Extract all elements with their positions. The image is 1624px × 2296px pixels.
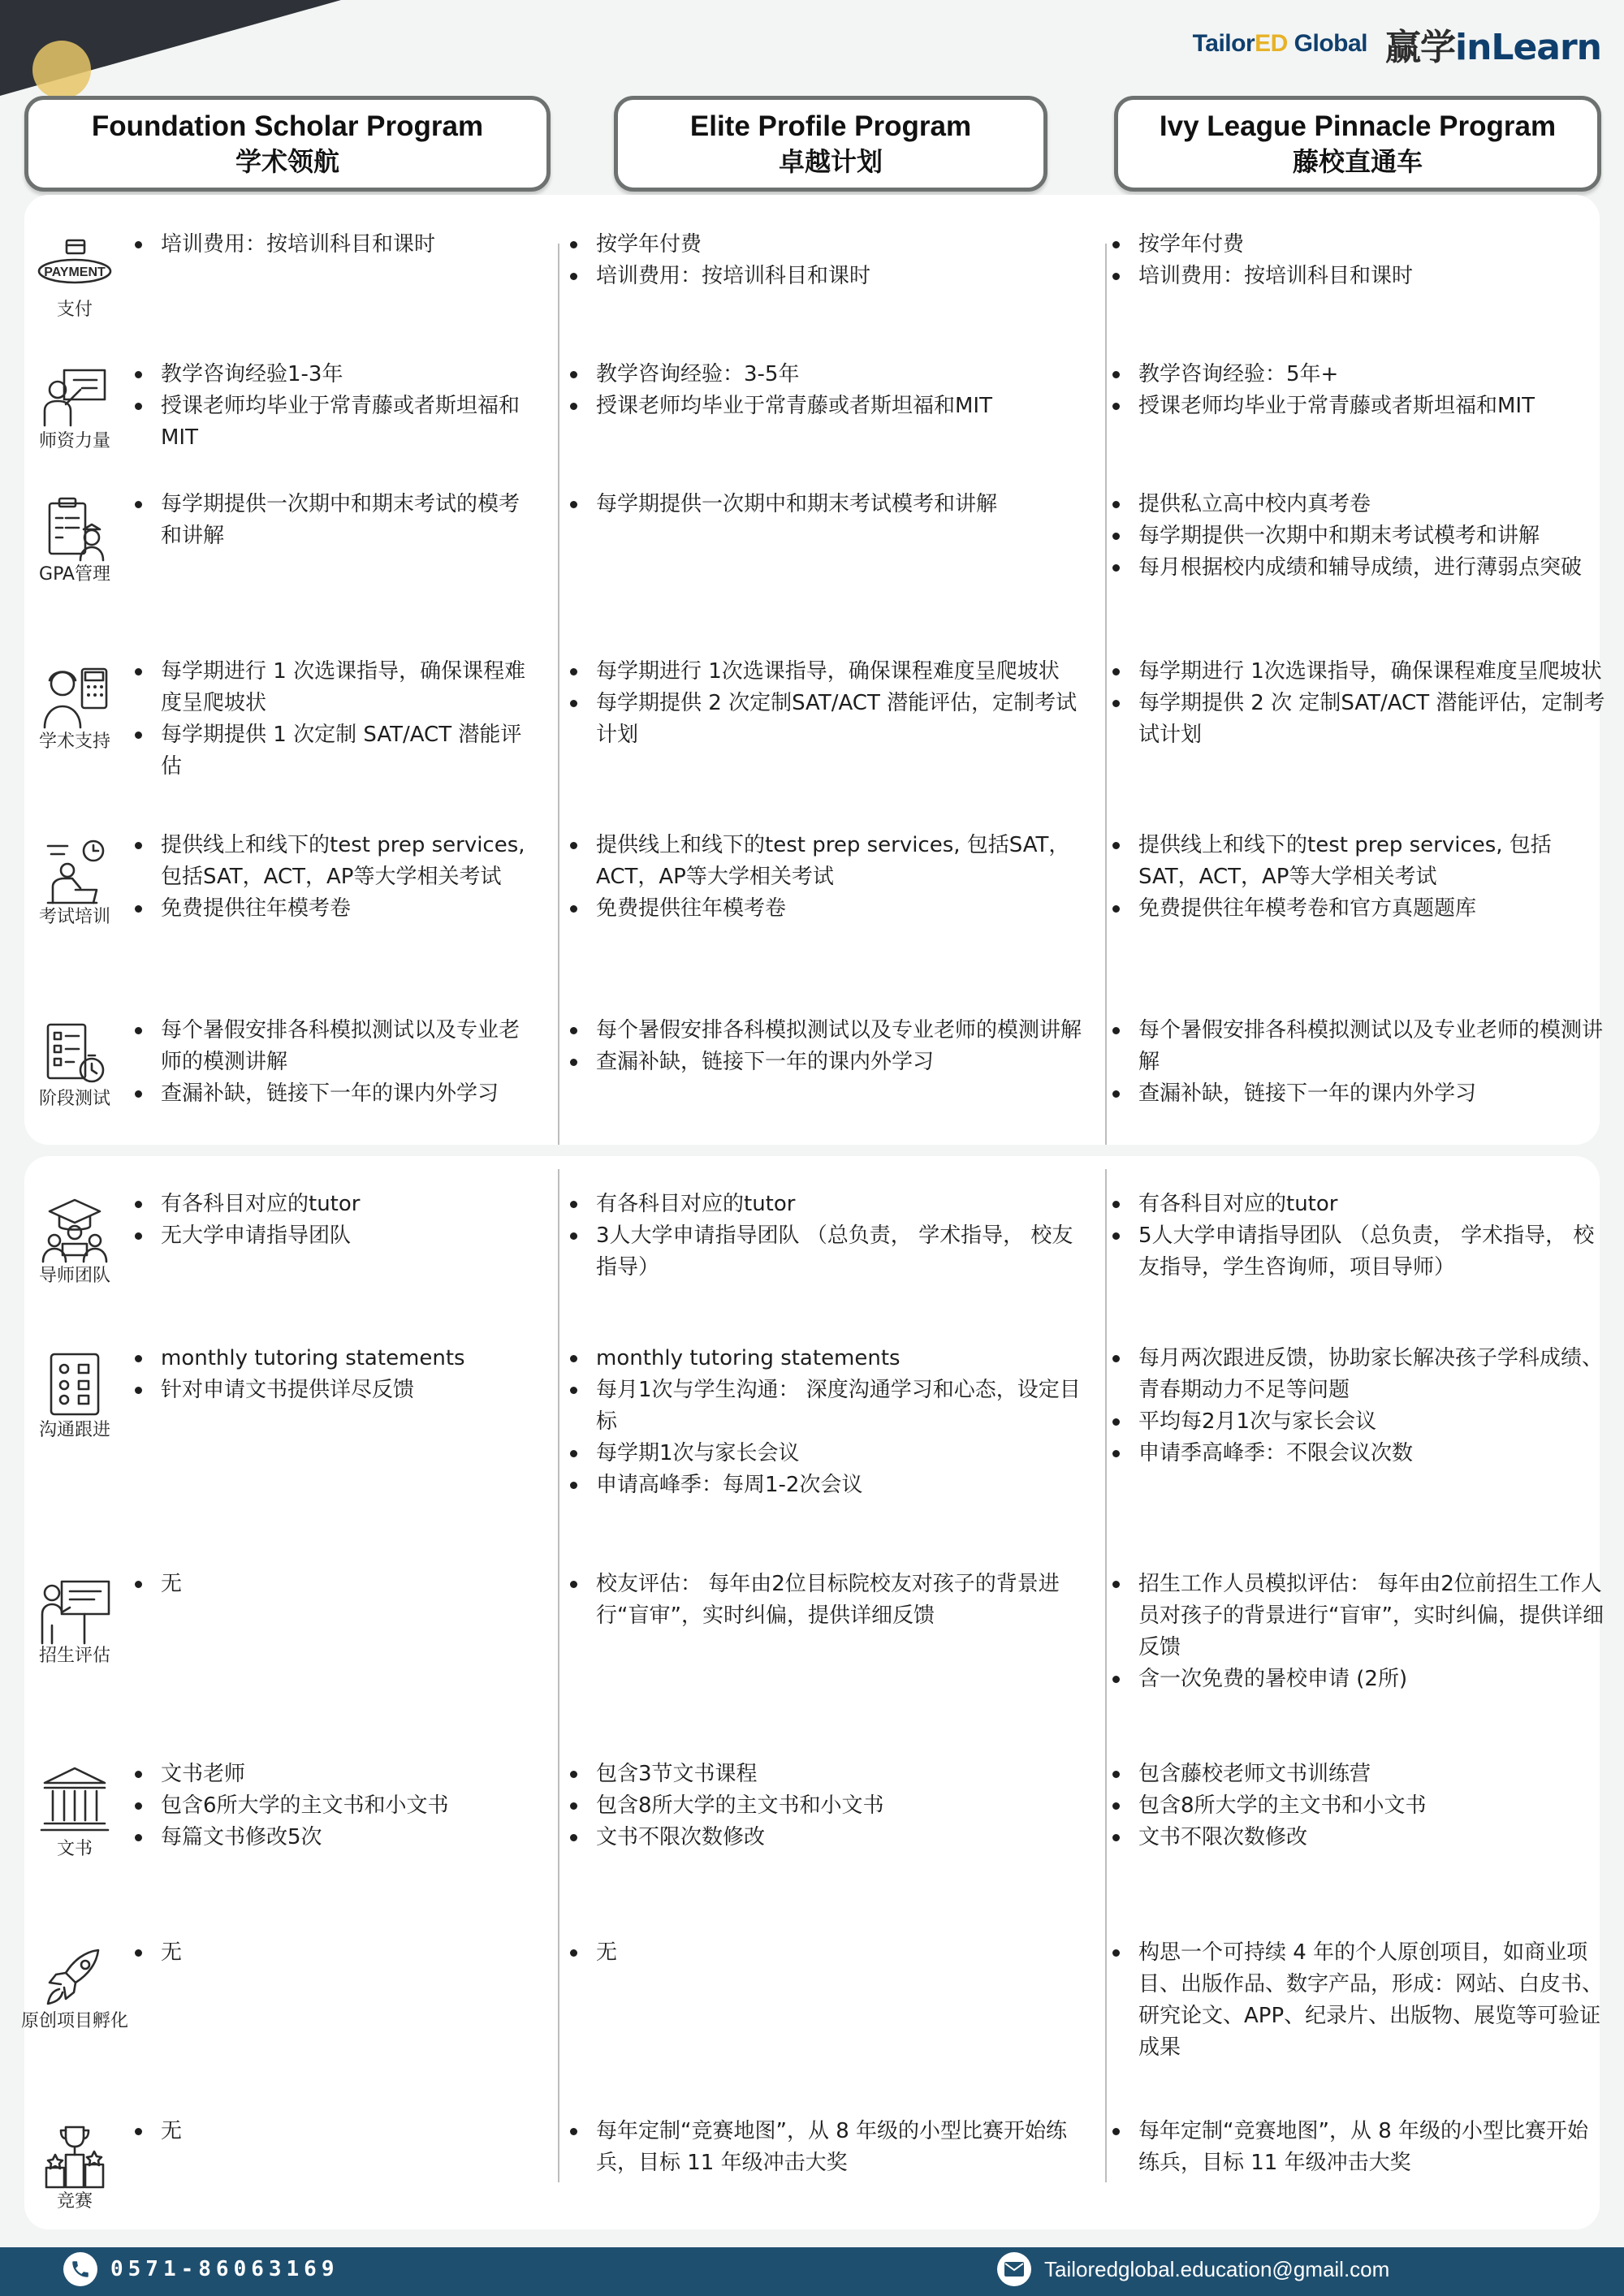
feature-item: 包含8所大学的主文书和小文书 [1111, 1790, 1606, 1822]
feature-item: 提供私立高中校内真考卷 [1111, 489, 1606, 520]
row-label: 沟通跟进 [38, 1420, 110, 1440]
row-category [18, 495, 132, 586]
program-header-elite [614, 96, 1047, 192]
program-cell [1111, 229, 1606, 292]
program-headers [0, 96, 1624, 193]
column-divider [1105, 244, 1107, 1145]
feature-item: 申请高峰季：每周1-2次会议 [568, 1470, 1082, 1501]
footer [0, 2247, 1624, 2296]
column-divider [558, 244, 559, 1145]
program-name-en: Foundation Scholar Program [91, 110, 484, 142]
feature-item: 查漏补缺，链接下一年的课内外学习 [568, 1047, 1082, 1078]
feature-item: 文书不限次数修改 [1111, 1822, 1606, 1854]
footer-phone: 0571-86063169 [63, 2252, 339, 2286]
feature-item: 查漏补缺，链接下一年的课内外学习 [133, 1078, 539, 1110]
presentation-icon [18, 1577, 132, 1645]
program-cell [133, 1343, 539, 1406]
feature-item: 教学咨询经验：5年+ [1111, 359, 1606, 391]
feature-item: 提供线上和线下的test prep services, 包括SAT，ACT，AP等大学相关考试 [568, 830, 1082, 893]
footer-email[interactable]: Tailoredglobal.education@gmail.com [997, 2252, 1389, 2286]
inlearn-logo: 赢学inLearn [1385, 27, 1601, 68]
feature-item: 每年定制“竞赛地图”，从 8 年级的小型比赛开始练兵，目标 11 年级冲击大奖 [568, 2116, 1082, 2179]
feature-item: 提供线上和线下的test prep services, 包括SAT，ACT，AP等大学相关考试 [133, 830, 539, 893]
row-label: 阶段测试 [38, 1089, 110, 1109]
program-cell [1111, 830, 1606, 925]
program-name-cn: 学术领航 [235, 146, 339, 177]
program-cell [568, 359, 1082, 422]
feature-item: 培训费用：按培训科目和课时 [1111, 261, 1606, 292]
academic-support-icon [18, 662, 132, 731]
program-cell [568, 830, 1082, 925]
program-cell [568, 1759, 1082, 1854]
program-cell [133, 1759, 539, 1854]
feature-item: 每学期提供 2 次 定制SAT/ACT 潜能评估，定制考试计划 [1111, 688, 1606, 751]
program-header-foundation [24, 96, 551, 192]
feature-item: 教学咨询经验：3-5年 [568, 359, 1082, 391]
tailored-global-logo: TailorED Global [1192, 30, 1367, 57]
feature-item: 授课老师均毕业于常青藤或者斯坦福和MIT [1111, 391, 1606, 422]
corner-dot [32, 41, 91, 99]
program-cell [133, 1015, 539, 1110]
program-cell [133, 830, 539, 925]
row-label: 文书 [56, 1839, 93, 1859]
program-cell [1111, 1759, 1606, 1854]
feature-item: 每个暑假安排各科模拟测试以及专业老师的模测讲解 [1111, 1015, 1606, 1078]
feature-item: 文书老师 [133, 1759, 539, 1790]
feature-item: 文书不限次数修改 [568, 1822, 1082, 1854]
feature-item: 每年定制“竞赛地图”，从 8 年级的小型比赛开始练兵，目标 11 年级冲击大奖 [1111, 2116, 1606, 2179]
feature-item: 含一次免费的暑校申请 (2所) [1111, 1664, 1606, 1695]
row-category [18, 1577, 132, 1668]
row-label: 原创项目孵化 [20, 2011, 128, 2031]
program-cell [1111, 1937, 1606, 2064]
stage-test-icon [18, 1020, 132, 1088]
feature-item: 免费提供往年模考卷和官方真题题库 [1111, 893, 1606, 925]
row-category [18, 1349, 132, 1442]
feature-item: 包含8所大学的主文书和小文书 [568, 1790, 1082, 1822]
feature-item: 校友评估： 每年由2位目标院校友对孩子的背景进行“盲审”，实时纠偏，提供详细反馈 [568, 1569, 1082, 1632]
feature-item: 培训费用：按培训科目和课时 [568, 261, 1082, 292]
feature-item: 无 [133, 2116, 539, 2147]
program-cell [568, 489, 1082, 520]
row-label: 招生评估 [38, 1646, 110, 1666]
program-cell [568, 1569, 1082, 1632]
program-cell [1111, 1569, 1606, 1695]
feature-item: 无 [133, 1937, 539, 1969]
row-category [18, 1195, 132, 1288]
program-cell [133, 489, 539, 552]
mentor-team-icon [18, 1195, 132, 1265]
feature-item: 免费提供往年模考卷 [568, 893, 1082, 925]
program-cell [1111, 489, 1606, 584]
program-cell [568, 1015, 1082, 1078]
phone-icon [63, 2252, 97, 2286]
trophy-icon [18, 2122, 132, 2190]
column-divider [1105, 1169, 1107, 2182]
feature-item: 每月两次跟进反馈，协助家长解决孩子学科成绩、青春期动力不足等问题 [1111, 1343, 1606, 1406]
program-cell [1111, 1189, 1606, 1284]
program-cell [1111, 1343, 1606, 1470]
feature-item: 每学期提供一次期中和期末考试的模考和讲解 [133, 489, 539, 552]
row-category [18, 662, 132, 753]
mail-icon [997, 2252, 1031, 2286]
program-cell [568, 1189, 1082, 1284]
program-cell [133, 1569, 539, 1600]
university-icon [18, 1765, 132, 1838]
program-cell [1111, 359, 1606, 422]
communication-icon [18, 1349, 132, 1419]
feature-item: 提供线上和线下的test prep services, 包括SAT，ACT，AP等大学相关考试 [1111, 830, 1606, 893]
program-cell [133, 1189, 539, 1252]
feature-item: 有各科目对应的tutor [568, 1189, 1082, 1220]
feature-item: 包含3节文书课程 [568, 1759, 1082, 1790]
feature-item: 构思一个可持续 4 年的个人原创项目，如商业项目、出版作品、数字产品，形成：网站、白皮书、研究论文、APP、纪录片、出版物、展览等可验证成果 [1111, 1937, 1606, 2064]
feature-item: 每个暑假安排各科模拟测试以及专业老师的模测讲解 [568, 1015, 1082, 1047]
feature-item: 免费提供往年模考卷 [133, 893, 539, 925]
feature-item: 每月根据校内成绩和辅导成绩，进行薄弱点突破 [1111, 552, 1606, 584]
feature-item: 3人大学申请指导团队 （总负责， 学术指导， 校友指导） [568, 1220, 1082, 1284]
feature-item: 每学期进行 1次选课指导，确保课程难度呈爬坡状 [568, 656, 1082, 688]
row-label: 学术支持 [38, 732, 110, 752]
feature-item: 授课老师均毕业于常青藤或者斯坦福和MIT [568, 391, 1082, 422]
program-cell [568, 1937, 1082, 1969]
program-cell [1111, 656, 1606, 751]
feature-item: 每篇文书修改5次 [133, 1822, 539, 1854]
brand-logos [1193, 18, 1601, 70]
feature-item: 每个暑假安排各科模拟测试以及专业老师的模测讲解 [133, 1015, 539, 1078]
row-category [18, 838, 132, 929]
feature-item: monthly tutoring statements [568, 1343, 1082, 1375]
row-label: 导师团队 [38, 1266, 110, 1286]
feature-item: 招生工作人员模拟评估： 每年由2位前招生工作人员对孩子的背景进行“盲审”，实时纠偏，提供详细反馈 [1111, 1569, 1606, 1664]
feature-item: 每学期进行 1次选课指导，确保课程难度呈爬坡状 [1111, 656, 1606, 688]
feature-item: 针对申请文书提供详尽反馈 [133, 1375, 539, 1406]
feature-item: 申请季高峰季：不限会议次数 [1111, 1438, 1606, 1470]
program-name-en: Elite Profile Program [689, 110, 972, 142]
feature-item: 每学期提供一次期中和期末考试模考和讲解 [568, 489, 1082, 520]
feature-item: 有各科目对应的tutor [1111, 1189, 1606, 1220]
row-label: 师资力量 [38, 431, 110, 451]
row-label: 考试培训 [38, 907, 110, 927]
feature-item: 按学年付费 [1111, 229, 1606, 261]
program-cell [133, 229, 539, 261]
feature-item: 查漏补缺，链接下一年的课内外学习 [1111, 1078, 1606, 1110]
teacher-icon [18, 365, 132, 430]
feature-item: 每学期1次与家长会议 [568, 1438, 1082, 1470]
svg-text:PAYMENT: PAYMENT [44, 265, 106, 279]
feature-item: 无大学申请指导团队 [133, 1220, 539, 1252]
row-label: GPA管理 [39, 564, 110, 585]
feature-item: 按学年付费 [568, 229, 1082, 261]
feature-item: 有各科目对应的tutor [133, 1189, 539, 1220]
clipboard-icon [18, 495, 132, 563]
program-cell [133, 359, 539, 454]
feature-item: 包含藤校老师文书训练营 [1111, 1759, 1606, 1790]
program-cell [568, 2116, 1082, 2179]
row-category [18, 2122, 132, 2213]
program-cell [1111, 1015, 1606, 1110]
feature-item: 无 [568, 1937, 1082, 1969]
feature-item: 5人大学申请指导团队 （总负责， 学术指导， 校友指导，学生咨询师，项目导师） [1111, 1220, 1606, 1284]
exam-training-icon [18, 838, 132, 906]
row-category [18, 1945, 132, 2033]
feature-item: 每月1次与学生沟通： 深度沟通学习和心态，设定目标 [568, 1375, 1082, 1438]
program-cell [568, 229, 1082, 292]
program-cell [133, 656, 539, 783]
program-cell [1111, 2116, 1606, 2179]
row-category [18, 237, 132, 322]
feature-item: 每学期进行 1 次选课指导，确保课程难度呈爬坡状 [133, 656, 539, 719]
feature-item: 每学期提供一次期中和期末考试模考和讲解 [1111, 520, 1606, 552]
row-category [18, 365, 132, 453]
row-category [18, 1020, 132, 1111]
feature-item: 包含6所大学的主文书和小文书 [133, 1790, 539, 1822]
feature-item: monthly tutoring statements [133, 1343, 539, 1375]
row-category [18, 1765, 132, 1861]
program-cell [568, 656, 1082, 751]
feature-item: 无 [133, 1569, 539, 1600]
feature-item: 每学期提供 2 次定制SAT/ACT 潜能评估，定制考试计划 [568, 688, 1082, 751]
feature-item: 培训费用：按培训科目和课时 [133, 229, 539, 261]
row-label: 竞赛 [56, 2191, 93, 2212]
program-name-cn: 藤校直通车 [1292, 146, 1423, 177]
payment-icon [18, 237, 132, 299]
rocket-icon [18, 1945, 132, 2010]
feature-item: 教学咨询经验1-3年 [133, 359, 539, 391]
feature-item: 授课老师均毕业于常青藤或者斯坦福和MIT [133, 391, 539, 454]
feature-item: 每学期提供 1 次定制 SAT/ACT 潜能评估 [133, 719, 539, 783]
feature-item: 平均每2月1次与家长会议 [1111, 1406, 1606, 1438]
program-name-en: Ivy League Pinnacle Program [1159, 110, 1557, 142]
program-header-ivy [1114, 96, 1601, 192]
program-cell [568, 1343, 1082, 1501]
program-name-cn: 卓越计划 [778, 146, 883, 177]
program-cell [133, 2116, 539, 2147]
row-label: 支付 [56, 300, 93, 320]
column-divider [558, 1169, 559, 2182]
program-cell [133, 1937, 539, 1969]
